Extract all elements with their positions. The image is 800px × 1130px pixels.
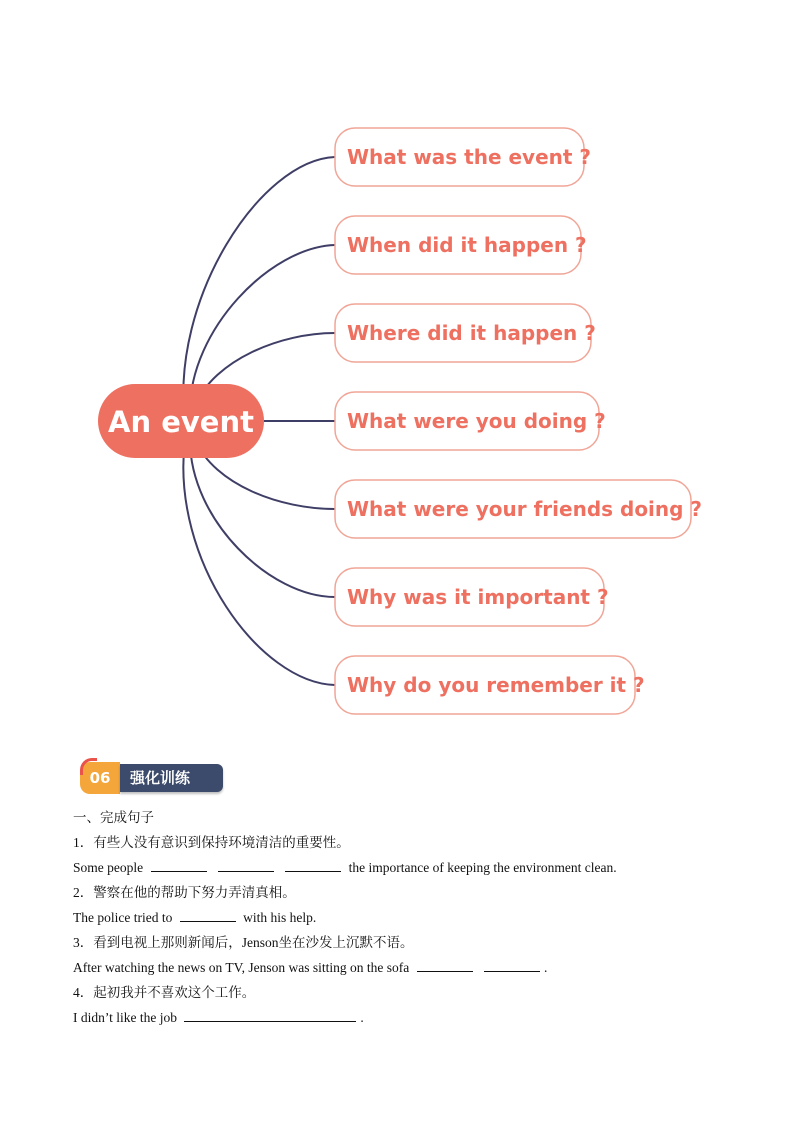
item-3-text-after: . (543, 960, 548, 975)
item-4-english (73, 1005, 773, 1030)
branch-node-4 (335, 392, 606, 450)
branch-node-label: What were your friends doing ? (347, 497, 703, 521)
branch-node-6 (335, 568, 609, 626)
item-3-text-before: After watching the news on TV, Jenson was sitting on the sofa (73, 960, 410, 975)
connector-1 (183, 157, 335, 421)
item-3-chinese: 3．看到电视上那则新闻后，Jenson坐在沙发上沉默不语。 (73, 935, 414, 950)
item-2-english (73, 905, 773, 930)
branch-node-label: When did it happen ? (347, 233, 587, 257)
item-4-text-after: . (360, 1010, 364, 1025)
item-4-text-before: I didn’t like the job (73, 1010, 177, 1025)
item-1-text-after: the importance of keeping the environment clean. (348, 860, 617, 875)
item-2-text-after: with his help. (243, 910, 317, 925)
answer-blank[interactable] (151, 857, 207, 872)
item-1-chinese: 1．有些人没有意识到保持环境清洁的重要性。 (73, 835, 350, 850)
branch-node-2 (335, 216, 587, 274)
item-2-chinese: 2．警察在他的帮助下努力弄清真相。 (73, 885, 296, 900)
answer-blank[interactable] (180, 907, 236, 922)
answer-blank[interactable] (184, 1007, 356, 1022)
item-2-text-before: The police tried to (73, 910, 173, 925)
branch-node-label: Why was it important ? (347, 585, 609, 609)
root-node (98, 384, 264, 458)
branch-node-1 (335, 128, 591, 186)
section-badge (80, 760, 225, 798)
item-1-english (73, 855, 773, 880)
branch-node-5 (335, 480, 702, 538)
branch-node-label: Why do you remember it ? (347, 673, 645, 697)
item-1-text-before: Some people (73, 860, 144, 875)
branch-node-label: What was the event ? (347, 145, 592, 169)
root-node-label: An event (108, 405, 254, 439)
exercise-heading: 一、完成句子 (73, 810, 154, 825)
answer-blank[interactable] (417, 957, 473, 972)
branch-nodes (335, 128, 702, 714)
branch-node-3 (335, 304, 596, 362)
section-title-bar (120, 764, 223, 792)
branch-node-7 (335, 656, 645, 714)
section-number: 06 (89, 769, 111, 787)
branch-node-label: What were you doing ? (347, 409, 606, 433)
item-4-chinese: 4．起初我并不喜欢这个工作。 (73, 985, 256, 1000)
branch-node-label: Where did it happen ? (347, 321, 596, 345)
section-title: 强化训练 (130, 769, 191, 787)
section-number-tab (80, 762, 120, 794)
answer-blank[interactable] (484, 957, 540, 972)
item-3-english (73, 955, 773, 980)
connector-7 (183, 440, 335, 685)
answer-blank[interactable] (218, 857, 274, 872)
answer-blank[interactable] (285, 857, 341, 872)
exercise-block (73, 805, 773, 1030)
